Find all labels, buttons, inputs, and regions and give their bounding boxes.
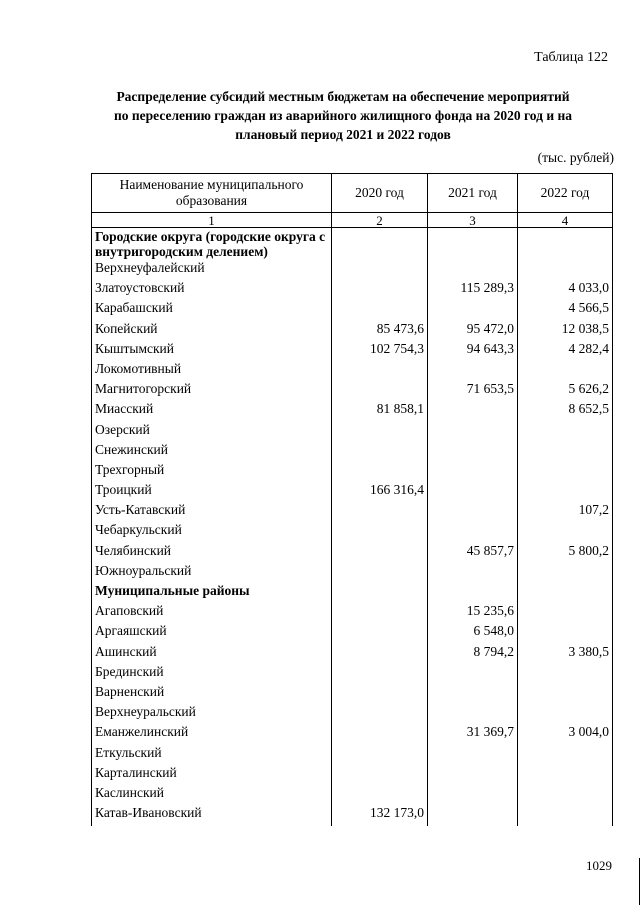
value-2020 <box>332 665 428 685</box>
value-2021 <box>428 685 518 705</box>
section-header-row <box>92 584 613 604</box>
value-2020 <box>332 281 428 301</box>
table-row <box>92 645 613 665</box>
value-2020 <box>332 523 428 543</box>
table-row <box>92 685 613 705</box>
value-2021: 115 289,3 <box>428 281 518 301</box>
municipality-name: Варненский <box>92 685 332 705</box>
municipality-name: Челябинский <box>92 544 332 564</box>
empty-cell <box>332 228 428 262</box>
value-2022 <box>518 523 613 543</box>
table-row <box>92 564 613 584</box>
value-2021 <box>428 402 518 422</box>
value-2022: 4 033,0 <box>518 281 613 301</box>
table-row <box>92 725 613 745</box>
table-row <box>92 342 613 362</box>
value-2020 <box>332 604 428 624</box>
table-row <box>92 523 613 543</box>
value-2020 <box>332 463 428 483</box>
municipality-name: Агаповский <box>92 604 332 624</box>
value-2020 <box>332 503 428 523</box>
municipality-name: Аргаяшский <box>92 624 332 644</box>
value-2022: 4 282,4 <box>518 342 613 362</box>
group-header-row-label: Городские округа (городские округа с внутригородским делением) <box>92 228 332 262</box>
value-2020: 166 316,4 <box>332 483 428 503</box>
table-row <box>92 362 613 382</box>
value-2021: 15 235,6 <box>428 604 518 624</box>
value-2022: 5 626,2 <box>518 382 613 402</box>
column-number: 2 <box>332 213 428 228</box>
table-row <box>92 301 613 321</box>
value-2022: 3 380,5 <box>518 645 613 665</box>
units-label: (тыс. рублей) <box>537 150 614 165</box>
municipality-name: Карталинский <box>92 766 332 786</box>
value-2020 <box>332 786 428 806</box>
header-2021: 2021 год <box>428 174 518 213</box>
value-2020 <box>332 645 428 665</box>
value-2022: 107,2 <box>518 503 613 523</box>
table-row <box>92 463 613 483</box>
table-row <box>92 483 613 503</box>
value-2022 <box>518 705 613 725</box>
municipality-name: Еманжелинский <box>92 725 332 745</box>
table-row <box>92 402 613 422</box>
value-2021 <box>428 463 518 483</box>
page-number: 1029 <box>586 858 612 873</box>
value-2022 <box>518 624 613 644</box>
table-row <box>92 423 613 443</box>
table-row <box>92 705 613 725</box>
section-header-row-label: Муниципальные районы <box>92 584 332 604</box>
table-row <box>92 503 613 523</box>
value-2022: 12 038,5 <box>518 322 613 342</box>
table-row <box>92 604 613 624</box>
table-row <box>92 806 613 826</box>
table-row <box>92 665 613 685</box>
value-2021: 71 653,5 <box>428 382 518 402</box>
table-row <box>92 766 613 786</box>
municipality-name: Карабашский <box>92 301 332 321</box>
title-line: по переселению граждан из аварийного жилищного фонда на 2020 год и на <box>114 108 572 123</box>
value-2021 <box>428 423 518 443</box>
empty-cell <box>428 228 518 262</box>
municipality-name: Ашинский <box>92 645 332 665</box>
title-line: Распределение субсидий местным бюджетам на обеспечение мероприятий <box>116 89 570 104</box>
table-row <box>92 544 613 564</box>
value-2022 <box>518 483 613 503</box>
municipality-name: Верхнеуфалейский <box>92 261 332 281</box>
value-2021: 31 369,7 <box>428 725 518 745</box>
value-2021 <box>428 806 518 826</box>
value-2021 <box>428 665 518 685</box>
value-2021 <box>428 362 518 382</box>
table-row <box>92 322 613 342</box>
value-2021: 94 643,3 <box>428 342 518 362</box>
value-2020 <box>332 705 428 725</box>
municipality-name: Снежинский <box>92 443 332 463</box>
value-2020 <box>332 766 428 786</box>
municipality-name: Троицкий <box>92 483 332 503</box>
empty-cell <box>518 584 613 604</box>
municipality-name: Кыштымский <box>92 342 332 362</box>
column-number: 4 <box>518 213 613 228</box>
municipality-name: Катав-Ивановский <box>92 806 332 826</box>
empty-cell <box>518 228 613 262</box>
value-2020 <box>332 301 428 321</box>
value-2021 <box>428 746 518 766</box>
value-2020: 102 754,3 <box>332 342 428 362</box>
municipality-name: Еткульский <box>92 746 332 766</box>
value-2020 <box>332 261 428 281</box>
value-2022 <box>518 564 613 584</box>
value-2021 <box>428 564 518 584</box>
value-2020 <box>332 564 428 584</box>
value-2022 <box>518 463 613 483</box>
municipality-name: Миасский <box>92 402 332 422</box>
value-2021 <box>428 503 518 523</box>
group-header-row <box>92 228 613 262</box>
value-2022 <box>518 665 613 685</box>
document-title <box>98 87 588 144</box>
header-row <box>92 174 613 213</box>
value-2020 <box>332 382 428 402</box>
municipality-name: Озерский <box>92 423 332 443</box>
value-2022: 8 652,5 <box>518 402 613 422</box>
value-2021 <box>428 766 518 786</box>
value-2022 <box>518 786 613 806</box>
value-2022: 4 566,5 <box>518 301 613 321</box>
header-name: Наименование муниципального образования <box>92 174 332 213</box>
value-2020 <box>332 423 428 443</box>
empty-cell <box>428 584 518 604</box>
value-2021 <box>428 261 518 281</box>
value-2020: 85 473,6 <box>332 322 428 342</box>
value-2022: 5 800,2 <box>518 544 613 564</box>
value-2022 <box>518 443 613 463</box>
value-2022 <box>518 604 613 624</box>
municipality-name: Южноуральский <box>92 564 332 584</box>
municipality-name: Чебаркульский <box>92 523 332 543</box>
table-row <box>92 261 613 281</box>
column-number: 1 <box>92 213 332 228</box>
municipality-name: Каслинский <box>92 786 332 806</box>
value-2022 <box>518 685 613 705</box>
table-row <box>92 382 613 402</box>
value-2022: 3 004,0 <box>518 725 613 745</box>
value-2020: 81 858,1 <box>332 402 428 422</box>
value-2020 <box>332 725 428 745</box>
table-row <box>92 443 613 463</box>
value-2022 <box>518 423 613 443</box>
value-2021: 95 472,0 <box>428 322 518 342</box>
table-row <box>92 281 613 301</box>
value-2022 <box>518 362 613 382</box>
header-2022: 2022 год <box>518 174 613 213</box>
value-2022 <box>518 261 613 281</box>
value-2021 <box>428 523 518 543</box>
value-2022 <box>518 766 613 786</box>
municipality-name: Златоустовский <box>92 281 332 301</box>
table-row <box>92 624 613 644</box>
value-2022 <box>518 746 613 766</box>
header-2020: 2020 год <box>332 174 428 213</box>
value-2020 <box>332 362 428 382</box>
subsidy-table <box>91 173 613 826</box>
column-number: 3 <box>428 213 518 228</box>
value-2021: 8 794,2 <box>428 645 518 665</box>
value-2021 <box>428 443 518 463</box>
value-2021: 45 857,7 <box>428 544 518 564</box>
value-2022 <box>518 806 613 826</box>
value-2020 <box>332 544 428 564</box>
value-2021 <box>428 705 518 725</box>
municipality-name: Локомотивный <box>92 362 332 382</box>
empty-cell <box>332 584 428 604</box>
municipality-name: Трехгорный <box>92 463 332 483</box>
municipality-name: Верхнеуральский <box>92 705 332 725</box>
table-row <box>92 786 613 806</box>
municipality-name: Усть-Катавский <box>92 503 332 523</box>
value-2021 <box>428 786 518 806</box>
value-2020 <box>332 624 428 644</box>
municipality-name: Магнитогорский <box>92 382 332 402</box>
value-2021: 6 548,0 <box>428 624 518 644</box>
value-2020 <box>332 443 428 463</box>
table-label: Таблица 122 <box>534 50 608 65</box>
title-line: плановый период 2021 и 2022 годов <box>235 127 451 142</box>
value-2021 <box>428 483 518 503</box>
municipality-name: Копейский <box>92 322 332 342</box>
municipality-name: Брединский <box>92 665 332 685</box>
value-2020 <box>332 746 428 766</box>
table-row <box>92 746 613 766</box>
value-2021 <box>428 301 518 321</box>
column-number-row <box>92 213 613 228</box>
value-2020 <box>332 685 428 705</box>
value-2020: 132 173,0 <box>332 806 428 826</box>
